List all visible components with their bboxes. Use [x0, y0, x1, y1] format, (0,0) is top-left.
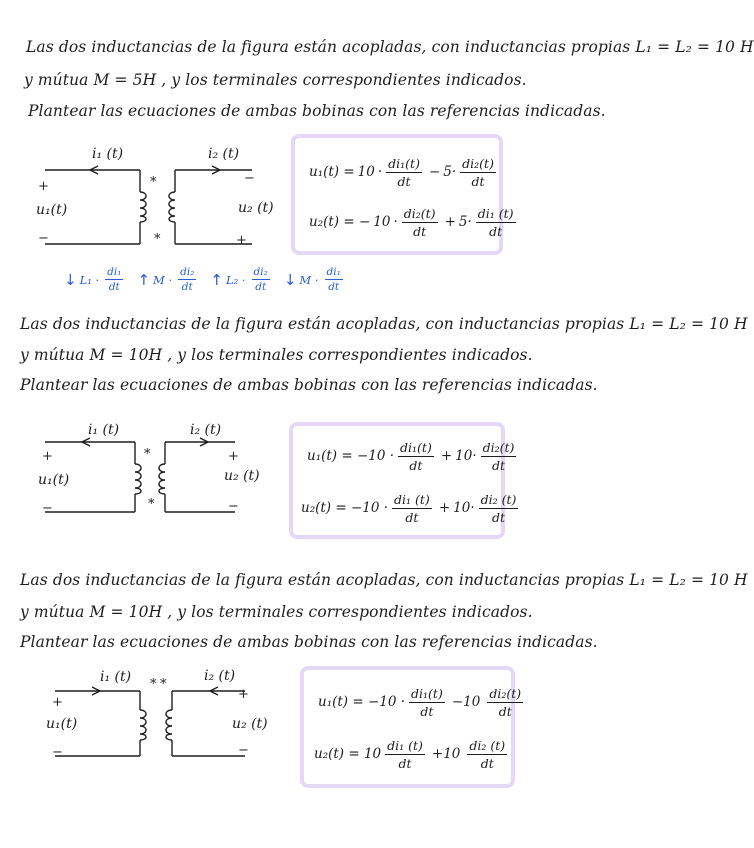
current-i1-label: i₁ (t)	[88, 422, 120, 438]
numerator: di₂(t)	[462, 155, 494, 171]
denominator: dt	[420, 703, 434, 719]
eq-operator: +	[444, 214, 456, 230]
numerator: di₁	[326, 266, 341, 278]
plus-sign-right: +	[238, 687, 249, 702]
voltage-u1-label: u₁(t)	[38, 472, 70, 488]
equation-box-2	[289, 422, 517, 539]
numerator: di₁(t)	[400, 439, 432, 455]
voltage-u2-label: u₂ (t)	[232, 716, 268, 732]
numerator: di₂(t)	[403, 205, 436, 221]
statement-line-2: y mútua M = 10H , y los terminales correspondientes indicados.	[20, 346, 533, 364]
annotation-label: L₁ ·	[79, 272, 100, 287]
dot-marker-top: *	[150, 175, 157, 190]
statement-line-1: Las dos inductancias de la figura están acopladas, con inductancias propias L₁ = L₂ = 10 H	[20, 315, 748, 333]
eq-coef: 10	[373, 214, 391, 230]
minus-sign-left: −	[38, 231, 49, 246]
equation-u1: u₁(t) = −10 · $\frac{\text{di₁(t)}}{dt}$ + 10 · $\frac{\text{di₂(t)}}{dt}$	[307, 439, 515, 473]
statement-line-2: y mútua M = 10H , y los terminales correspondientes indicados.	[20, 603, 533, 621]
minus-sign-left: −	[52, 745, 63, 760]
current-i2-label: i₂ (t)	[204, 668, 236, 684]
numerator: di₂	[253, 266, 268, 278]
current-i2-label: i₂ (t)	[208, 146, 240, 162]
arrow-up-icon: ↑	[210, 270, 223, 289]
denominator: dt	[409, 457, 423, 473]
numerator: di₁(t)	[388, 155, 420, 171]
minus-sign-right: −	[228, 499, 239, 514]
eq-operator: +	[440, 448, 453, 464]
eq-lhs: u₁(t) = −10 ·	[318, 694, 406, 710]
annotation-item	[210, 266, 273, 293]
eq-lhs: u₁(t) = −10 ·	[307, 448, 395, 464]
denominator: dt	[498, 703, 512, 719]
dot-marker-bottom: *	[148, 497, 155, 512]
denominator: dt	[328, 281, 340, 293]
fraction	[481, 440, 517, 473]
annotation-item	[64, 266, 127, 293]
eq-lhs: u₁(t) =	[309, 164, 355, 180]
denominator: dt	[492, 457, 506, 473]
fraction	[402, 206, 438, 239]
minus-sign-right: −	[238, 743, 249, 758]
numerator: di₂(t)	[489, 685, 522, 701]
eq-lhs: u₂(t) = −10 ·	[301, 500, 389, 516]
numerator: di₁ (t)	[477, 205, 514, 221]
fraction	[409, 686, 445, 719]
annotation-item	[137, 266, 200, 293]
dot-marker-top: *	[144, 447, 151, 462]
equation-box-1	[291, 134, 514, 255]
denominator: dt	[398, 755, 412, 771]
equation-u1: u₁(t) = 10 · $\frac{\text{di₁(t)}}{dt}$ − 5 · $\frac{\text{di₂(t)}}{dt}$	[309, 155, 494, 189]
fraction	[252, 266, 270, 293]
voltage-u1-label: u₁(t)	[46, 716, 78, 732]
denominator: dt	[108, 281, 120, 293]
fraction	[325, 266, 343, 293]
statement-line-3: Plantear las ecuaciones de ambas bobinas con las referencias indicadas.	[20, 376, 598, 394]
statement-line-3: Plantear las ecuaciones de ambas bobinas con las referencias indicadas.	[28, 102, 606, 120]
annotation-label: M ·	[299, 272, 319, 287]
minus-sign-left: −	[42, 501, 53, 516]
dot-marker-bottom: *	[154, 232, 161, 247]
arrow-up-icon: ↑	[137, 270, 151, 289]
denominator: dt	[489, 223, 503, 239]
plus-sign-left: +	[52, 695, 63, 710]
voltage-u1-label: u₁(t)	[36, 202, 68, 218]
plus-sign-right: +	[236, 233, 247, 248]
statement-line-3: Plantear las ecuaciones de ambas bobinas con las referencias indicadas.	[20, 633, 598, 651]
statement-line-1: Las dos inductancias de la figura están acopladas, con inductancias propias L₁ = L₂ = 10 H	[26, 38, 754, 56]
plus-sign-left: +	[38, 179, 49, 194]
eq-coef: 10	[455, 448, 473, 464]
fraction	[467, 738, 507, 771]
fraction	[385, 738, 425, 771]
dot-marker-left: *	[150, 677, 157, 692]
arrow-down-icon: ↓	[283, 270, 297, 289]
eq-operator: −	[428, 164, 441, 180]
eq-coef: 5	[458, 214, 468, 230]
coupled-inductor-circuit-3	[40, 666, 300, 776]
numerator: di₁	[107, 266, 122, 278]
eq-coef: 5	[443, 164, 452, 180]
numerator: di₂	[180, 266, 195, 278]
fraction	[476, 206, 516, 239]
denominator: dt	[397, 173, 411, 189]
minus-sign-right: −	[244, 171, 255, 186]
annotation-label: L₂ ·	[225, 272, 246, 287]
denominator: dt	[255, 281, 267, 293]
plus-sign-right: +	[228, 449, 239, 464]
equation-u2: u₂(t) = −10 · $\frac{\text{di₁ (t)}}{dt}$ + 10 · $\frac{\text{di₂ (t)}}{dt}$	[301, 491, 517, 525]
denominator: dt	[405, 509, 419, 525]
fraction	[178, 266, 196, 293]
fraction	[392, 492, 432, 525]
annotation-item	[284, 266, 347, 293]
eq-operator: −10	[451, 694, 481, 710]
denominator: dt	[413, 223, 427, 239]
numerator: di₁ (t)	[387, 737, 423, 753]
equation-box-3	[300, 666, 522, 788]
fraction	[386, 156, 422, 189]
dot-marker-right: *	[160, 677, 167, 692]
arrow-down-icon: ↓	[64, 270, 77, 289]
eq-lhs: u₂(t) = −	[309, 214, 371, 230]
eq-operator: +10	[431, 746, 461, 762]
denominator: dt	[471, 173, 485, 189]
fraction	[105, 266, 123, 293]
equation-u2: u₂(t) = − 10 · $\frac{\text{di₂(t)}}{dt}$ + 5 · $\frac{\text{di₁ (t)}}{dt}$	[309, 205, 514, 239]
coupled-inductor-circuit-1	[30, 140, 290, 260]
current-i2-label: i₂ (t)	[190, 422, 222, 438]
numerator: di₂ (t)	[480, 491, 517, 507]
statement-line-2: y mútua M = 5H , y los terminales correspondientes indicados.	[24, 71, 527, 89]
annotation-label: M ·	[153, 272, 173, 287]
voltage-u2-label: u₂ (t)	[224, 468, 260, 484]
fraction	[398, 440, 434, 473]
coupled-inductor-circuit-2	[30, 412, 290, 532]
numerator: di₁ (t)	[394, 491, 430, 507]
denominator: dt	[480, 755, 494, 771]
current-i1-label: i₁ (t)	[100, 669, 132, 685]
equation-u1	[318, 680, 527, 724]
fraction	[487, 686, 523, 719]
denominator: dt	[181, 281, 193, 293]
plus-sign-left: +	[42, 449, 53, 464]
eq-operator: +	[438, 500, 451, 516]
statement-line-1: Las dos inductancias de la figura están acopladas, con inductancias propias L₁ = L₂ = 10 H	[20, 571, 748, 589]
fraction	[479, 492, 519, 525]
denominator: dt	[491, 509, 505, 525]
voltage-u2-label: u₂ (t)	[238, 200, 274, 216]
blue-annotation	[64, 266, 357, 293]
numerator: di₁(t)	[411, 685, 443, 701]
equation-u2	[314, 732, 511, 776]
current-i1-label: i₁ (t)	[92, 146, 124, 162]
eq-coef: 10	[453, 500, 471, 516]
eq-lhs: u₂(t) = 10	[314, 746, 382, 762]
numerator: di₂(t)	[482, 439, 515, 455]
numerator: di₂ (t)	[469, 737, 506, 753]
fraction	[460, 156, 496, 189]
eq-coef: 10	[357, 164, 375, 180]
